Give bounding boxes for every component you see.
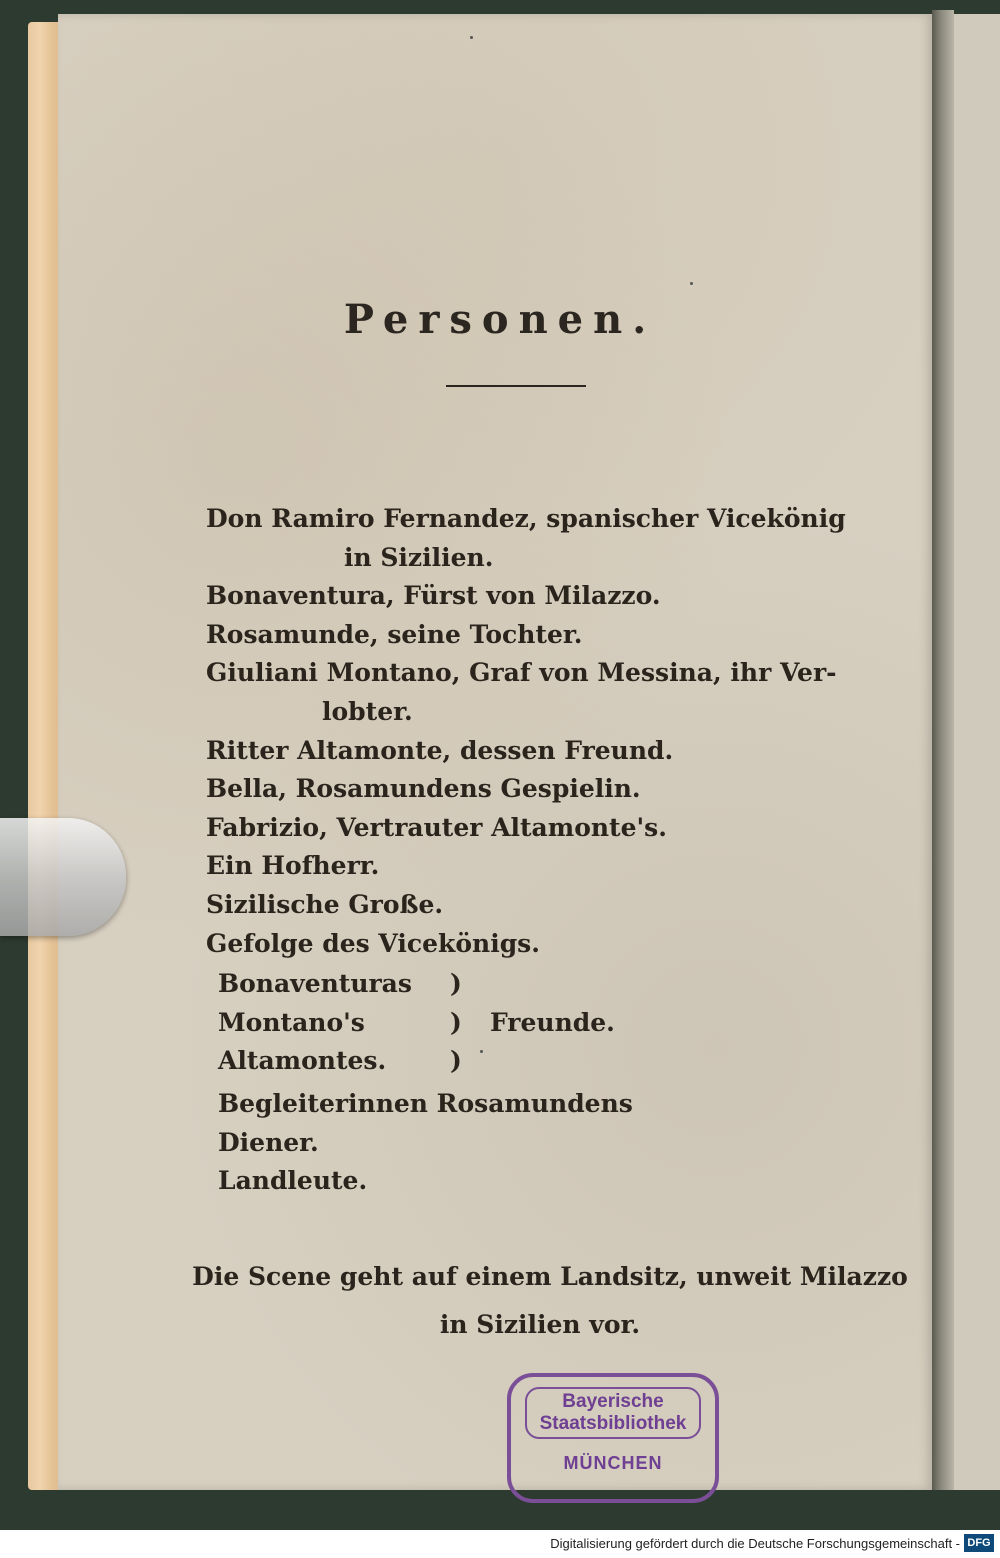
- role-line: Fabrizio, Vertrauter Altamonte's.: [206, 812, 667, 842]
- role-line: Ein Hofherr.: [206, 851, 380, 881]
- role-line: Begleiterinnen Rosamundens: [218, 1089, 633, 1118]
- friend-name: Bonaventuras: [218, 969, 412, 998]
- library-stamp: [507, 1373, 719, 1503]
- role-line: Rosamunde, seine Tochter.: [206, 619, 583, 649]
- title-rule: [446, 385, 586, 387]
- stamp-line3: MÜNCHEN: [563, 1453, 663, 1473]
- role-line: Landleute.: [218, 1166, 368, 1196]
- scene-note-line1: Die Scene geht auf einem Landsitz, unweit Milazzo: [192, 1262, 908, 1291]
- friends-row: [218, 1042, 615, 1081]
- friends-row: [218, 1004, 615, 1043]
- scene-note-line2: in Sizilien vor.: [439, 1310, 641, 1339]
- paper-speck: [480, 1050, 483, 1053]
- role-line: Diener.: [218, 1127, 319, 1157]
- paper-speck: [690, 282, 693, 285]
- friend-name: Altamontes.: [218, 1046, 387, 1076]
- role-line-continuation: lobter.: [322, 696, 413, 726]
- friends-group: [218, 965, 615, 1081]
- friends-label: Freunde.: [490, 1007, 615, 1037]
- role-line: Bonaventura, Fürst von Milazzo.: [206, 581, 661, 611]
- role-line: Sizilische Große.: [206, 889, 444, 919]
- friend-brace: ): [450, 1007, 462, 1037]
- roles-tail: [218, 1085, 633, 1201]
- friends-row: [218, 965, 615, 1004]
- dramatis-personae: [206, 500, 886, 963]
- friend-brace: ): [450, 1046, 462, 1076]
- role-line-continuation: in Sizilien.: [344, 542, 494, 572]
- footer-credit: Digitalisierung gefördert durch die Deutsche Forschungsgemeinschaft -: [550, 1536, 960, 1551]
- dfg-logo: DFG: [964, 1534, 994, 1552]
- role-line: Giuliani Montano, Graf von Messina, ihr Ver-: [206, 658, 837, 688]
- stamp-line1: Bayerische: [562, 1391, 664, 1412]
- role-line: Bella, Rosamundens Gespielin.: [206, 774, 641, 804]
- stamp-line2: Staatsbibliothek: [539, 1413, 687, 1434]
- role-line: Gefolge des Vicekönigs.: [206, 928, 540, 958]
- page-clip: [0, 818, 126, 936]
- friend-name: Montano's: [218, 1007, 365, 1037]
- role-line: Ritter Altamonte, dessen Freund.: [206, 735, 674, 765]
- friend-brace: ): [450, 969, 462, 998]
- page-title: Personen.: [343, 296, 657, 343]
- paper-speck: [470, 36, 473, 39]
- role-line: Don Ramiro Fernandez, spanischer Vicekönig: [206, 504, 846, 533]
- stamp-inner-border: [525, 1387, 701, 1439]
